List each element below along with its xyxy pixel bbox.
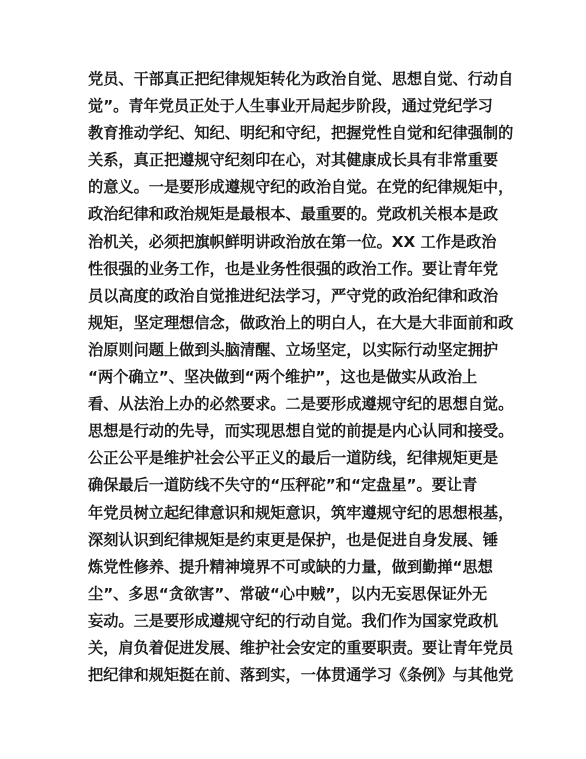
text-line: 尘”、多思“贪欲害”、常破“心中贼”，以内无妄思保证外无	[88, 584, 488, 603]
text-line: 把纪律和规矩挺在前、落到实，一体贯通学习《条例》与其他党	[88, 666, 514, 685]
text-line: 公正公平是维护社会公平正义的最后一道防线，纪律规矩更是	[88, 449, 499, 468]
text-line: 性很强的业务工作，也是业务性很强的政治工作。要让青年党	[88, 259, 499, 278]
text-line: 的意义。一是要形成遵规守纪的政治自觉。在党的纪律规矩中，	[88, 178, 514, 197]
text-line: “两个确立”、坚决做到“两个维护”，这也是做实从政治上	[88, 368, 478, 387]
text-line: 炼党性修养、提升精神境界不可或缺的力量，做到勤掸“思想	[88, 557, 493, 576]
body-text	[88, 66, 514, 689]
text-line: 党员、干部真正把纪律规矩转化为政治自觉、思想自觉、行动自	[88, 70, 514, 88]
text-line: 确保最后一道防线不失守的“压秤砣”和“定盘星”。要让青	[88, 476, 478, 495]
text-line: 关，肩负着促进发展、维护社会安定的重要职责。要让青年党员	[88, 638, 514, 657]
text-line: 关系，真正把遵规守纪刻印在心，对其健康成长具有非常重要	[88, 151, 499, 170]
text-line: 员以高度的政治自觉推进纪法学习，严守党的政治纪律和政治	[88, 286, 499, 305]
text-line: 治原则问题上做到头脑清醒、立场坚定，以实际行动坚定拥护	[88, 340, 499, 359]
text-line: 思想是行动的先导，而实现思想自觉的前提是内心认同和接受。	[88, 422, 514, 441]
text-line: 觉”。青年党员正处于人生事业开局起步阶段，通过党纪学习	[88, 97, 493, 116]
text-line: 妄动。三是要形成遵规守纪的行动自觉。我们作为国家党政机	[88, 611, 499, 630]
text-line: 看、从法治上办的必然要求。二是要形成遵规守纪的思想自觉。	[88, 395, 514, 414]
text-line: 深刻认识到纪律规矩是约束更是保护，也是促进自身发展、锤	[88, 530, 499, 549]
text-line: 治机关，必须把旗帜鲜明讲政治放在第一位。XX 工作是政治	[88, 232, 497, 251]
text-line: 规矩，坚定理想信念，做政治上的明白人，在大是大非面前和政	[88, 313, 514, 332]
text-line: 教育推动学纪、知纪、明纪和守纪，把握党性自觉和纪律强制的	[88, 124, 514, 143]
text-line: 年党员树立起纪律意识和规矩意识，筑牢遵规守纪的思想根基，	[88, 503, 514, 522]
text-line: 政治纪律和政治规矩是最根本、最重要的。党政机关根本是政	[88, 205, 499, 224]
